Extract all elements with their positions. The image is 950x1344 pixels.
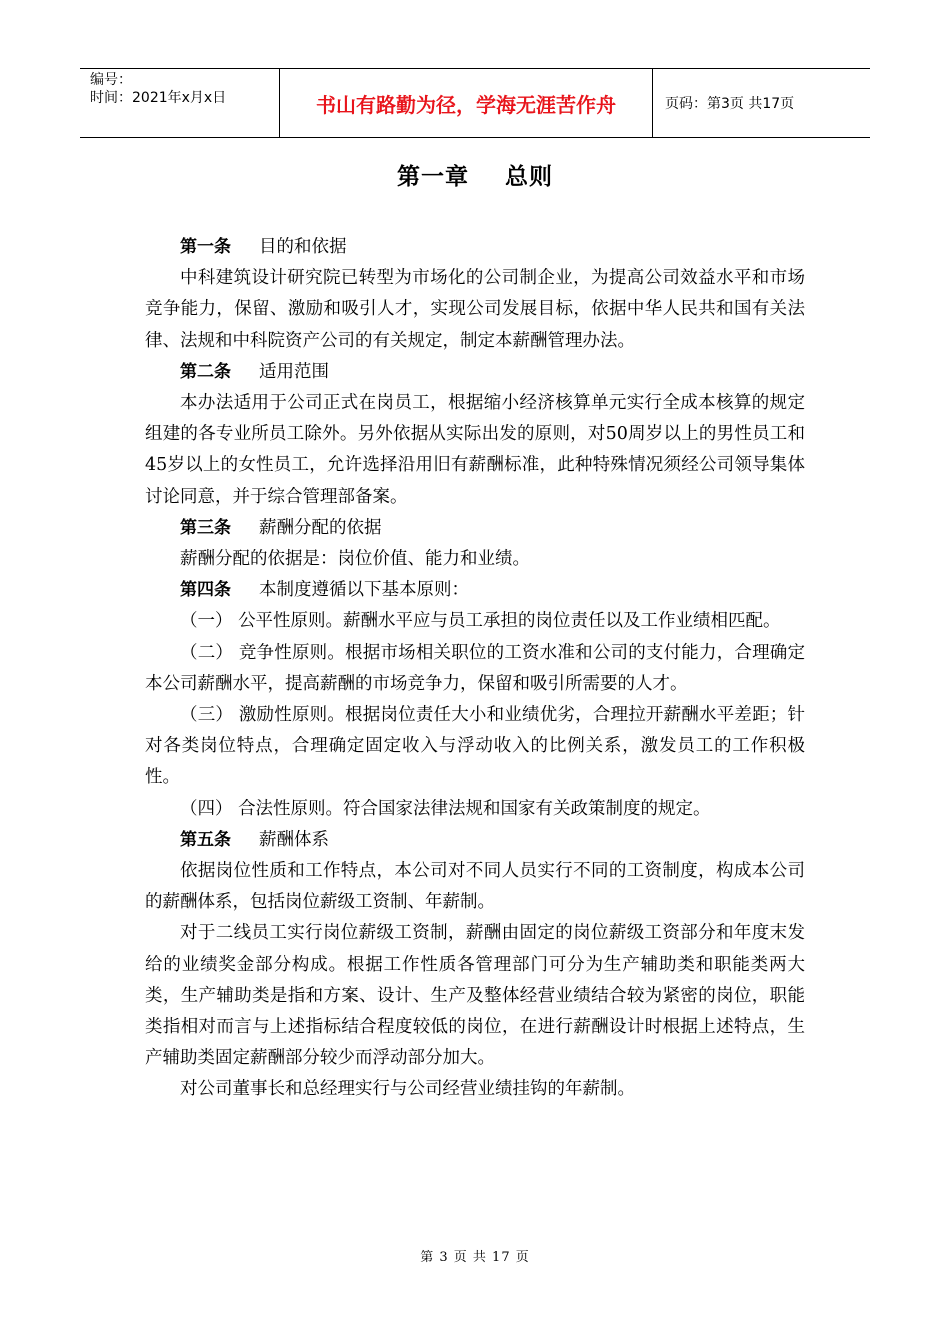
paragraph: （一） 公平性原则。薪酬水平应与员工承担的岗位责任以及工作业绩相匹配。 (180, 611, 781, 632)
paragraph: 依据岗位性质和工作特点，本公司对不同人员实行不同的工资制度，构成本公司的薪酬体系，包括岗位薪级工资制、年薪制。 (145, 861, 805, 913)
number-label: 编号： (90, 72, 132, 88)
article-label: 第四条 (180, 580, 231, 601)
page-header (80, 68, 870, 138)
article-heading (145, 357, 805, 388)
article-label: 第三条 (180, 517, 231, 538)
article-heading (145, 513, 805, 544)
page-footer: 第 3 页 共 17 页 (420, 1250, 530, 1265)
paragraph: 薪酬分配的依据是：岗位价值、能力和业绩。 (180, 549, 530, 570)
article-label: 第二条 (180, 361, 231, 382)
paragraph: 对公司董事长和总经理实行与公司经营业绩挂钩的年薪制。 (180, 1079, 635, 1100)
article-title: 薪酬分配的依据 (259, 517, 382, 538)
header-page-number: 页码：第3页 共17页 (665, 96, 795, 112)
article-heading (145, 825, 805, 856)
paragraph: （三） 激励性原则。根据岗位责任大小和业绩优劣，合理拉开薪酬水平差距；针对各类岗位特点，合理确定固定收入与浮动收入的比例关系，激发员工的工作积极性。 (145, 705, 805, 788)
chapter-title: 第一章 总则 (396, 164, 554, 190)
paragraph: 本办法适用于公司正式在岗员工，根据缩小经济核算单元实行全成本核算的规定组建的各专业所员工除外。另外依据从实际出发的原则，对50周岁以上的男性员工和45岁以上的女性员工，允许选择沿用旧有薪酬标准，此种特殊情况须经公司领导集体讨论同意，并于综合管理部备案。 (145, 393, 805, 507)
article-title: 适用范围 (259, 361, 329, 382)
paragraph: （二） 竞争性原则。根据市场相关职位的工资水准和公司的支付能力，合理确定本公司薪酬水平，提高薪酬的市场竞争力，保留和吸引所需要的人才。 (145, 642, 805, 694)
header-meta (80, 69, 280, 137)
paragraph: （四） 合法性原则。符合国家法律法规和国家有关政策制度的规定。 (180, 798, 711, 819)
header-motto: 书山有路勤为径，学海无涯苦作舟 (280, 69, 653, 137)
document-body (145, 232, 805, 1106)
paragraph: 中科建筑设计研究院已转型为市场化的公司制企业，为提高公司效益水平和市场竞争能力，保留、激励和吸引人才，实现公司发展目标，依据中华人民共和国有关法律、法规和中科院资产公司的有关规定，制定本薪酬管理办法。 (145, 268, 805, 351)
date-label: 时间：2021年x月x日 (90, 90, 227, 106)
article-title: 目的和依据 (259, 237, 347, 257)
article-title: 本制度遵循以下基本原则： (259, 580, 469, 601)
article-heading (145, 575, 805, 606)
article-label: 第五条 (180, 829, 231, 850)
article-heading (145, 232, 805, 263)
article-label: 第一条 (180, 237, 231, 257)
paragraph: 对于二线员工实行岗位薪级工资制，薪酬由固定的岗位薪级工资部分和年度末发给的业绩奖金部分构成。根据工作性质各管理部门可分为生产辅助类和职能类两大类，生产辅助类是指和方案、设计、生产及整体经营业绩结合较为紧密的岗位，职能类指相对而言与上述指标结合程度较低的岗位，在进行薪酬设计时根据上述特点，生产辅助类固定薪酬部分较少而浮动部分加大。 (145, 923, 805, 1069)
article-title: 薪酬体系 (259, 829, 329, 850)
